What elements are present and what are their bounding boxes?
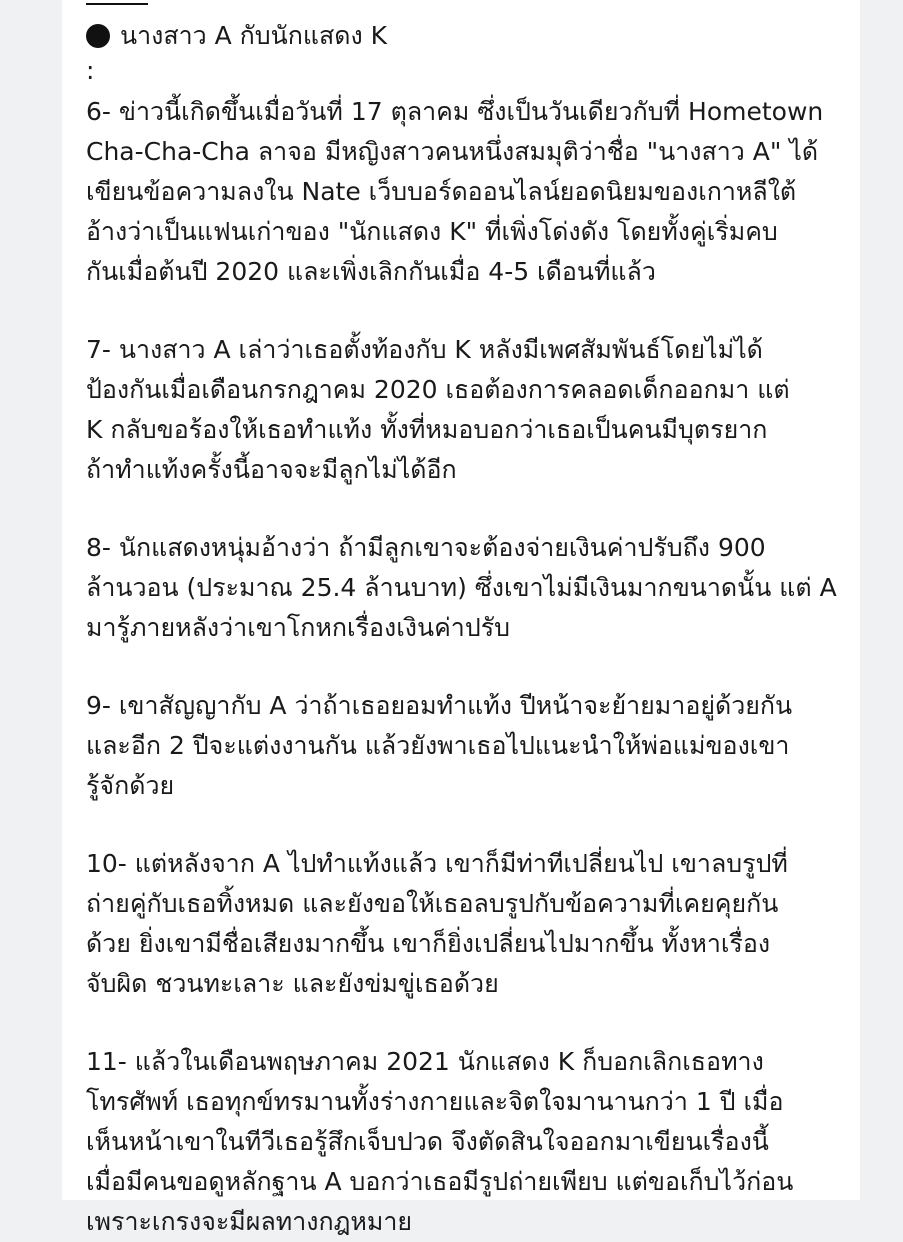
top-divider (86, 3, 148, 5)
paragraph-11: 11- แล้วในเดือนพฤษภาคม 2021 นักแสดง K ก็บอกเลิกเธอทาง โทรศัพท์ เธอทุกข์ทรมานทั้งร่างกายและจิตใจมานานกว่า 1 ปี เมื่อ เห็นหน้าเขาในทีวีเธอรู้สึกเจ็บปวด จึงตัดสินใจออกมาเขียนเรื่องนี้ เมื่อมีคนขอดูหลักฐาน A บอกว่าเธอมีรูปถ่ายเพียบ แต่ขอเก็บไว้ก่อน เพราะเกรงจะมีผลทางกฎหมาย (86, 1047, 794, 1236)
paragraph-9: 9- เขาสัญญากับ A ว่าถ้าเธอยอมทำแท้ง ปีหน้าจะย้ายมาอยู่ด้วยกัน และอีก 2 ปีจะแต่งงานกัน แล้วยังพาเธอไปแนะนำให้พ่อแม่ของเขา รู้จักด้วย (86, 691, 793, 800)
paragraph-8: 8- นักแสดงหนุ่มอ้างว่า ถ้ามีลูกเขาจะต้องจ่ายเงินค่าปรับถึง 900 ล้านวอน (ประมาณ 25.4 ล้านบาท) ซึ่งเขาไม่มีเงินมากขนาดนั้น แต่ A มารู้ภายหลังว่าเขาโกหกเรื่องเงินค่าปรับ (86, 533, 837, 642)
paragraph-10: 10- แต่หลังจาก A ไปทำแท้งแล้ว เขาก็มีท่าทีเปลี่ยนไป เขาลบรูปที่ ถ่ายคู่กับเธอทิ้งหมด และยังขอให้เธอลบรูปกับข้อความที่เคยคุยกัน ด้วย ยิ่งเขามีชื่อเสียงมากขึ้น เขาก็ยิ่งเปลี่ยนไปมากขึ้น ทั้งหาเรื่อง จับผิด ชวนทะเลาะ และยังข่มขู่เธอด้วย (86, 849, 788, 998)
paragraph-6: 6- ข่าวนี้เกิดขึ้นเมื่อวันที่ 17 ตุลาคม ซึ่งเป็นวันเดียวกับที่ Hometown Cha-Cha-Cha ลาจอ มีหญิงสาวคนหนึ่งสมมุติว่าชื่อ "นางสาว A" ได้ เขียนข้อความลงใน Nate เว็บบอร์ดออนไลน์ยอดนิยมของเกาหลีใต้ อ้างว่าเป็นแฟนเก่าของ "นักแสดง K" ที่เพิ่งโด่งดัง โดยทั้งคู่เริ่มคบ กันเมื่อต้นปี 2020 และเพิ่งเลิกกันเมื่อ 4-5 เดือนที่แล้ว (86, 97, 824, 286)
black-circle-icon (86, 24, 110, 48)
paragraph-7: 7- นางสาว A เล่าว่าเธอตั้งท้องกับ K หลังมีเพศสัมพันธ์โดยไม่ได้ ป้องกันเมื่อเดือนกรกฎาคม 2020 เธอต้องการคลอดเด็กออกมา แต่ K กลับขอร้องให้เธอทำแท้ง ทั้งที่หมอบอกว่าเธอเป็นคนมีบุตรยาก ถ้าทำแท้งครั้งนี้อาจจะมีลูกไม่ได้อีก (86, 335, 790, 484)
post-colon: : (86, 56, 95, 85)
post-card (62, 0, 860, 1236)
post-body (86, 16, 846, 1242)
post-heading-text: นางสาว A กับนักแสดง K (120, 21, 388, 50)
post-heading (86, 16, 846, 56)
